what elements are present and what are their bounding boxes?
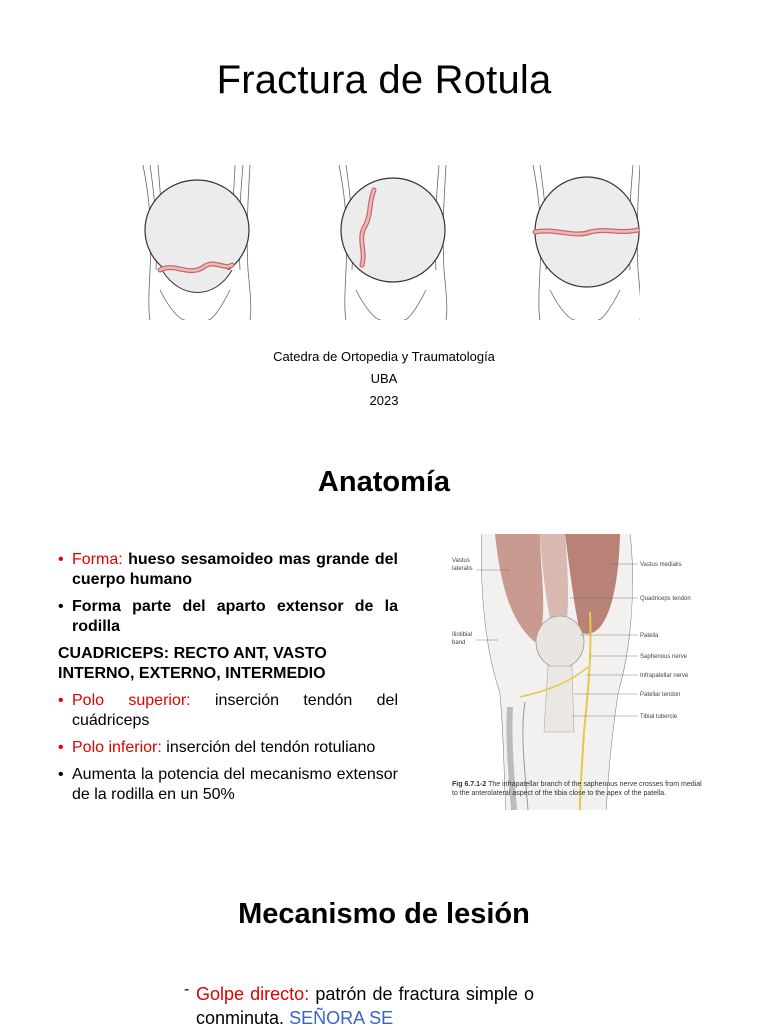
patella-bone <box>536 616 584 668</box>
mechanism-label: Golpe directo: <box>196 984 310 1004</box>
list-item <box>58 691 398 731</box>
mechanism-highlight: SEÑORA SE <box>289 1008 394 1028</box>
label-patella: Patella <box>640 633 659 639</box>
fracture-drawing-transverse-mid <box>533 165 640 320</box>
credit-year: 2023 <box>369 393 399 408</box>
label-vastus-lateralis: Vastus <box>452 558 470 564</box>
label-vastus-medialis: Vastus medialis <box>640 562 682 568</box>
quadriceps-line: CUADRICEPS: RECTO ANT, VASTO INTERNO, EXTERNO, INTERMEDIO <box>58 645 327 682</box>
label-iliotibial: Iliotibial <box>452 632 473 638</box>
list-item <box>58 550 398 590</box>
item-text: Aumenta la potencia del mecanismo extensor de la rodilla en un 50% <box>72 766 398 803</box>
anatomy-bullet-list <box>58 550 398 812</box>
list-item <box>58 597 398 637</box>
page-title: Fractura de Rotula <box>216 58 552 102</box>
patella-fracture-illustrations <box>140 160 640 320</box>
mechanism-list <box>184 981 534 1030</box>
dash-marker: - <box>184 981 190 998</box>
figure-caption <box>452 780 706 798</box>
knee-anatomy-figure <box>440 532 710 810</box>
bullet-marker: • <box>58 739 64 756</box>
label-tibial-tubercle: Tibial tubercle <box>640 714 678 720</box>
credit-university: UBA <box>370 371 398 386</box>
bullet-marker: • <box>58 692 64 709</box>
label-infrapatellar-nerve: Infrapatellar nerve <box>640 673 689 679</box>
item-text: inserción tendón del cuádriceps <box>72 692 398 729</box>
mechanism-heading: Mecanismo de lesión <box>238 898 530 930</box>
item-label: Forma: <box>72 551 123 568</box>
figure-number: Fig 6.7.1-2 <box>452 781 487 788</box>
fracture-drawing-transverse-low <box>143 165 251 320</box>
bullet-marker: • <box>58 551 64 568</box>
label-iliotibial-2: band <box>452 640 466 646</box>
label-patellar-tendon: Patellar tendon <box>640 692 681 698</box>
figure-caption-text: The infrapatellar branch of the saphenous nerve crosses from medial to the anterolateral aspect of the tibia close to the apex of the patella. <box>452 781 702 797</box>
item-text: inserción del tendón rotuliano <box>166 739 376 756</box>
bullet-marker: • <box>58 766 64 783</box>
fracture-drawing-vertical <box>339 165 447 320</box>
item-text: Forma parte del aparto extensor de la rodilla <box>72 598 398 635</box>
item-label: Polo superior: <box>72 692 191 709</box>
label-vastus-lateralis-2: lateralis <box>452 566 473 572</box>
list-item <box>58 765 398 805</box>
label-saphenous-nerve: Saphenous nerve <box>640 654 688 660</box>
item-text: hueso sesamoideo mas grande del cuerpo humano <box>72 551 398 588</box>
mechanism-text: patrón de fractura simple o conminuta. <box>196 984 534 1028</box>
list-item <box>58 738 398 758</box>
label-quadriceps-tendon: Quadriceps tendon <box>640 596 691 602</box>
credit-institution: Catedra de Ortopedia y Traumatología <box>273 349 495 364</box>
anatomy-heading: Anatomía <box>317 466 451 498</box>
item-label: Polo inferior: <box>72 739 162 756</box>
bullet-marker: • <box>58 598 64 615</box>
